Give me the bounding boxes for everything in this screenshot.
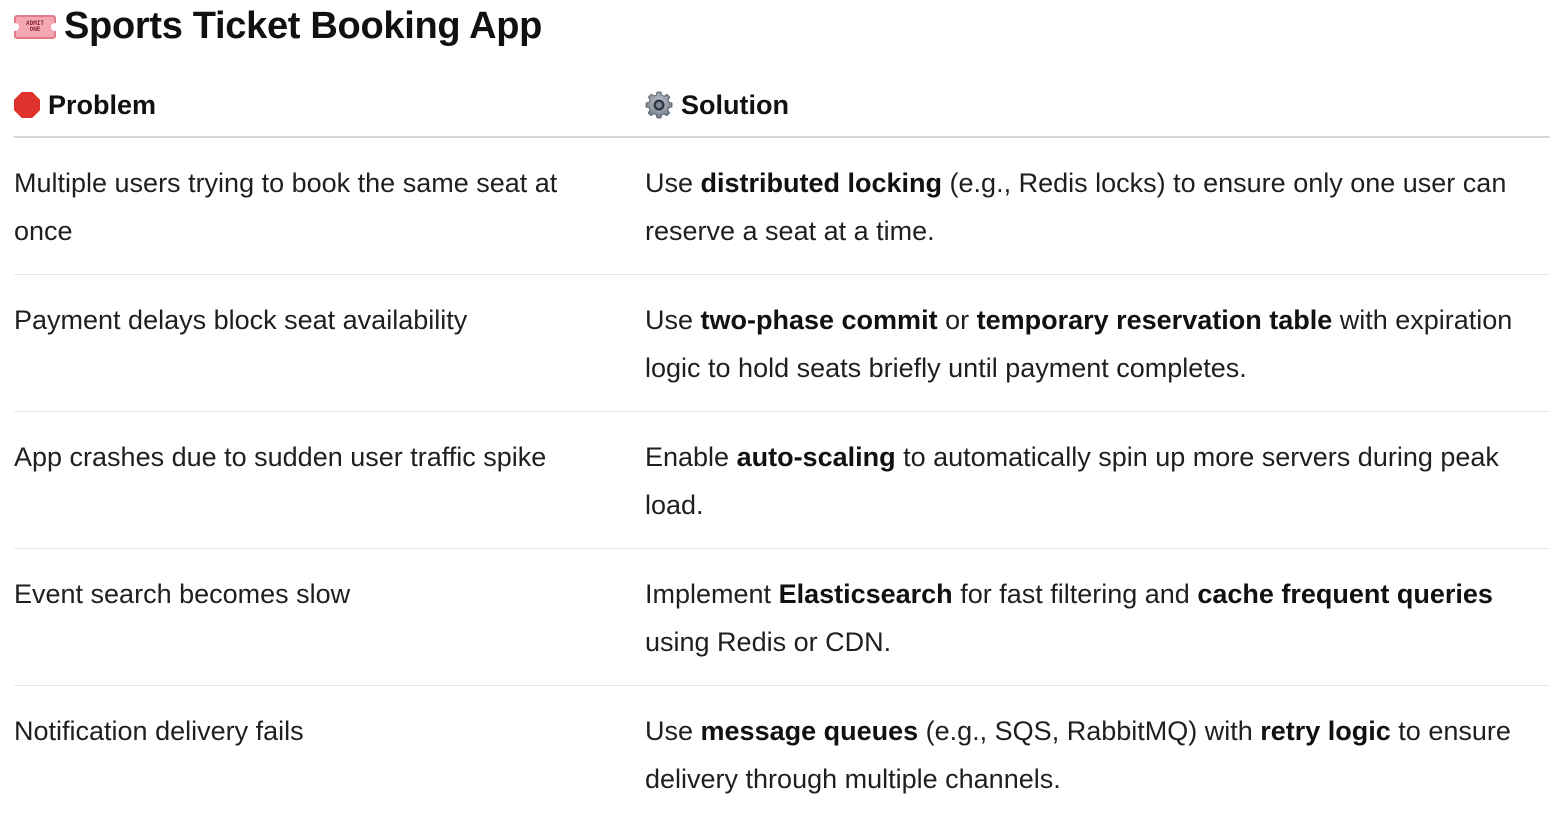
table-row bbox=[14, 412, 1550, 549]
solution-key-term: auto-scaling bbox=[736, 442, 896, 472]
admit-one-ticket-icon bbox=[14, 15, 56, 39]
solution-key-term: distributed locking bbox=[700, 168, 943, 198]
solution-cell bbox=[645, 686, 1550, 823]
solution-text: or bbox=[937, 305, 977, 335]
problem-cell: Notification delivery fails bbox=[14, 716, 304, 746]
solution-key-term: retry logic bbox=[1260, 716, 1391, 746]
table-row bbox=[14, 138, 1550, 275]
table-header bbox=[14, 74, 1550, 138]
table-body bbox=[14, 138, 1550, 823]
solution-text: (e.g., Redis locks) to ensure only one user can reserve a seat at a time. bbox=[645, 168, 1507, 246]
solution-text: Enable bbox=[645, 442, 737, 472]
solution-text: Use bbox=[645, 305, 701, 335]
solution-key-term: cache frequent queries bbox=[1197, 579, 1493, 609]
solution-cell bbox=[645, 412, 1550, 548]
solution-text: for fast filtering and bbox=[952, 579, 1198, 609]
table-row bbox=[14, 686, 1550, 823]
problem-cell: Multiple users trying to book the same seat at once bbox=[14, 168, 558, 246]
solution-text: with expiration logic to hold seats briefly until payment completes. bbox=[645, 305, 1513, 383]
solution-key-term: message queues bbox=[700, 716, 919, 746]
ticket-icon-text: ADMIT ONE bbox=[25, 20, 45, 33]
title-row bbox=[14, 0, 542, 52]
problem-solution-table bbox=[14, 74, 1550, 823]
solution-cell bbox=[645, 549, 1550, 685]
solution-text: Use bbox=[645, 168, 701, 198]
table-row bbox=[14, 549, 1550, 686]
solution-key-term: temporary reservation table bbox=[976, 305, 1333, 335]
solution-text: Use bbox=[645, 716, 701, 746]
problem-cell: Event search becomes slow bbox=[14, 579, 351, 609]
solution-text: Implement bbox=[645, 579, 779, 609]
solution-text: to automatically spin up more servers during peak load. bbox=[645, 442, 1499, 520]
problem-cell: App crashes due to sudden user traffic spike bbox=[14, 442, 547, 472]
header-problem-label: Problem bbox=[48, 89, 157, 120]
solution-key-term: Elasticsearch bbox=[778, 579, 953, 609]
table-row bbox=[14, 275, 1550, 412]
solution-text: (e.g., SQS, RabbitMQ) with bbox=[918, 716, 1261, 746]
problem-cell: Payment delays block seat availability bbox=[14, 305, 468, 335]
header-solution-label: Solution bbox=[681, 89, 789, 120]
solution-cell bbox=[645, 275, 1550, 411]
header-problem bbox=[14, 90, 645, 121]
header-solution bbox=[645, 90, 1550, 121]
page-title: Sports Ticket Booking App bbox=[64, 4, 543, 47]
solution-text: to ensure delivery through multiple channels. bbox=[645, 716, 1511, 794]
gear-icon bbox=[645, 91, 673, 119]
solution-text: using Redis or CDN. bbox=[645, 627, 892, 657]
solution-cell bbox=[645, 138, 1550, 274]
solution-key-term: two-phase commit bbox=[700, 305, 938, 335]
stop-sign-icon bbox=[14, 92, 40, 118]
